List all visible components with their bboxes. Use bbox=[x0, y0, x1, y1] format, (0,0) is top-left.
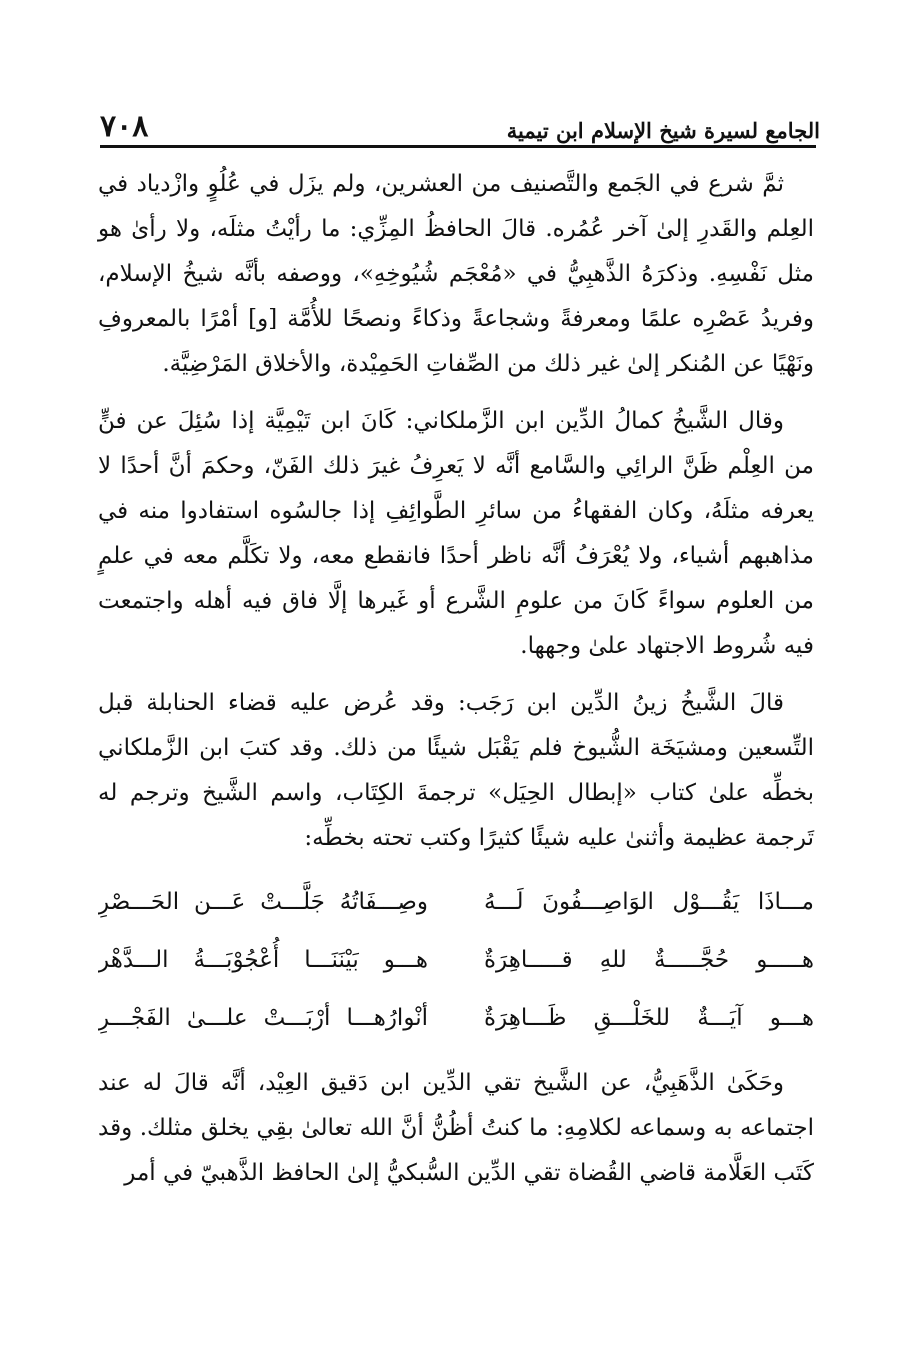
paragraph: ثمَّ شرع في الجَمع والتَّصنيف من العشرين، ولم يزَل في عُلُوٍ وازْدياد في العِلم والقَدرِ إلىٰ آخر عُمُره. قالَ الحافظُ المِزِّي: ما رأيْتُ مثلَه، ولا رأىٰ هو مثل نَفْسِهِ. وذكرَهُ الذَّهبِيُّ في «مُعْجَم شُيُوخِهِ»، ووصفه بأنَّه شيخُ الإسلام، وفريدُ عَصْرِه علمًا ومعرفةً وشجاعةً وذكاءً ونصحًا للأُمَّة [و] أمْرًا بالمعروفِ ونَهْيًا عن المُنكر إلىٰ غير ذلك من الصِّفاتِ الحَمِيْدة، والأخلاق المَرْضِيَّة. bbox=[98, 171, 814, 377]
first-hemistich: هـــو آيَـــةٌ للخَلْـــقِ ظَـــاهِرَةٌ bbox=[484, 1005, 814, 1031]
header-rule bbox=[100, 145, 816, 148]
page-number: ٧٠٨ bbox=[100, 109, 149, 144]
verse-line bbox=[98, 873, 814, 931]
closing-paragraph: وحَكَىٰ الذَّهَبِيُّ، عن الشَّيخ تقي الدِّين ابن دَقيق العِيْد، أنَّه قالَ له عند اجتماعه به وسماعه لكلامِهِ: ما كنتُ أظُنُّ أنَّ الله تعالىٰ بقِي يخلق مثلك. وقد كَتَب العَلَّامة قاضي القُضاة تقي الدِّين السُّبكيُّ إلىٰ الحافظ الذَّهبيّ في أمر bbox=[98, 1070, 814, 1186]
first-hemistich: مـــاذَا يَقُـــوْل الوَاصِـــفُونَ لَـــهُ bbox=[484, 889, 814, 915]
first-hemistich: هـــــو حُجَّـــــةٌ للهِ قـــــاهِرَةٌ bbox=[484, 947, 814, 973]
poem-verses bbox=[98, 873, 814, 1047]
verse-line bbox=[98, 989, 814, 1047]
second-hemistich: هـــو بَيْنَنَـــا أُعْجُوْبَـــةُ الـــدَّهْر bbox=[98, 947, 428, 973]
second-hemistich: أنْوارُهـــا أرْبَـــتْ علـــىٰ الفَجْـــرِ bbox=[98, 1005, 428, 1031]
second-hemistich: وصِـــفَاتُهُ جَلَّـــتْ عَـــن الحَـــصْرِ bbox=[98, 889, 428, 915]
running-title: الجامع لسيرة شيخ الإسلام ابن تيمية bbox=[506, 118, 820, 143]
page-body bbox=[98, 162, 814, 1208]
paragraph: وقال الشَّيخُ كمالُ الدِّين ابن الزَّملكاني: كَانَ ابن تَيْمِيَّة إذا سُئِلَ عن فنٍّ من العِلْم ظَنَّ الرائِي والسَّامع أنَّه لا يَعرِفُ غيرَ ذلك الفَنّ، وحكمَ أنَّ أحدًا لا يعرفه مثلَهُ، وكان الفقهاءُ من سائرِ الطَّوائِفِ إذا جالسُوه استفادوا منه في مذاهبهم أشياء، ولا يُعْرَفُ أنَّه ناظر أحدًا فانقطع معه، ولا تكَلَّم معه في علمٍ من العلوم سواءً كَانَ من علومِ الشَّرع أو غَيرها إلَّا فاق فيه أهله واجتمعت فيه شُروط الاجتهاد علىٰ وجهها. bbox=[98, 408, 814, 659]
verse-line bbox=[98, 931, 814, 989]
paragraph: قالَ الشَّيخُ زينُ الدِّين ابن رَجَب: وقد عُرض عليه قضاء الحنابلة قبل التِّسعين ومشيَخَة الشُّيوخ فلم يَقْبَل شيئًا من ذلك. وقد كتبَ ابن الزَّملكاني بخطِّه علىٰ كتاب «إبطال الحِيَل» ترجمةَ الكِتَاب، واسم الشَّيخ وترجم له تَرجمة عظيمة وأثنىٰ عليه شيئًا كثيرًا وكتب تحته بخطِّه: bbox=[98, 690, 814, 851]
